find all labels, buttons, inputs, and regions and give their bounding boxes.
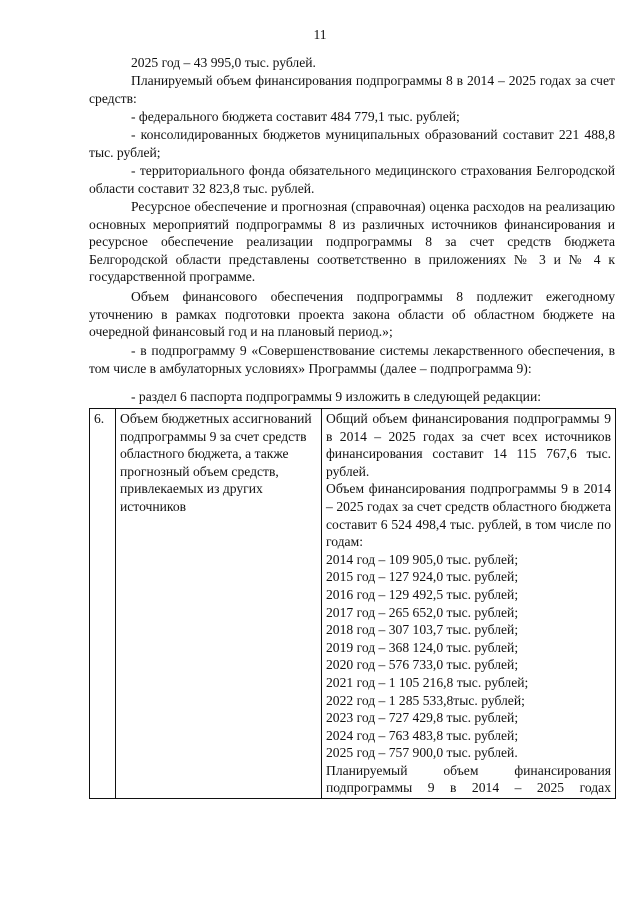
list-item: 2024 год – 763 483,8 тыс. рублей;	[326, 727, 519, 743]
paragraph-resource-provision: Ресурсное обеспечение и прогнозная (справочная) оценка расходов на реализацию основных мероприятий подпрограммы 8 из различных источников финансирования и ресурсное обеспечение реализации подпрограммы 8 за счет средств бюджета Белгородской области представлены соответственно в приложениях № 3 и № 4 к государственной программе.	[89, 199, 615, 285]
total-funding-text: Общий объем финансирования подпрограммы 9 в 2014 – 2025 годах за счет всех источников финансирования составит 14 115 767,6 тыс. рублей.	[326, 411, 611, 479]
row-name: Объем бюджетных ассигнований подпрограммы 9 за счет средств областного бюджета, а также прогнозный объем средств, привлекаемых из других источников	[120, 411, 312, 514]
page-number: 11	[313, 27, 327, 42]
list-item: 2017 год – 265 652,0 тыс. рублей;	[326, 604, 519, 620]
regional-funding-text: Объем финансирования подпрограммы 9 в 2014 – 2025 годах за счет средств областного бюджета составит 6 524 498,4 тыс. рублей, в том числе по годам:	[326, 481, 611, 550]
list-item: 2014 год – 109 905,0 тыс. рублей;	[326, 551, 519, 567]
line-2025-amount: 2025 год – 43 995,0 тыс. рублей.	[131, 55, 316, 70]
list-item: 2020 год – 576 733,0 тыс. рублей;	[326, 657, 519, 673]
passport-table	[89, 408, 616, 799]
row-name-cell	[116, 409, 322, 799]
list-item: 2016 год – 129 492,5 тыс. рублей;	[326, 586, 519, 602]
years-list	[326, 551, 611, 762]
row-number-cell	[90, 409, 116, 799]
list-item: 2015 год – 127 924,0 тыс. рублей;	[326, 569, 519, 585]
list-item: 2022 год – 1 285 533,8тыс. рублей;	[326, 692, 525, 708]
paragraph-sub8-volume: Объем финансового обеспечения подпрограммы 8 подлежит ежегодному уточнению в рамках подготовки проекта закона области об областном бюджете на очередной финансовый год и на плановый период.»;	[89, 289, 615, 340]
planned-funding-text: Планируемый объем финансирования подпрограммы 9 в 2014 – 2025 годах	[326, 762, 611, 796]
paragraph-sub8-planned: Планируемый объем финансирования подпрограммы 8 в 2014 – 2025 годах за счет средств:	[89, 73, 615, 106]
paragraph-sub8-federal: - федерального бюджета составит 484 779,1 тыс. рублей;	[131, 109, 460, 124]
paragraph-sub8-municipal: - консолидированных бюджетов муниципальных образований составит 221 488,8 тыс. рублей;	[89, 127, 615, 160]
row-content-cell	[322, 409, 616, 799]
list-item: 2021 год – 1 105 216,8 тыс. рублей;	[326, 674, 529, 690]
table-row	[90, 409, 616, 799]
paragraph-sub9-intro: - в подпрограмму 9 «Совершенствование системы лекарственного обеспечения, в том числе в амбулаторных условиях» Программы (далее – подпрограмма 9):	[89, 343, 615, 376]
list-item: 2023 год – 727 429,8 тыс. рублей;	[326, 710, 519, 726]
row-number: 6.	[94, 411, 105, 426]
list-item: 2025 год – 757 900,0 тыс. рублей.	[326, 745, 518, 761]
list-item: 2019 год – 368 124,0 тыс. рублей;	[326, 639, 519, 655]
paragraph-section6: - раздел 6 паспорта подпрограммы 9 изложить в следующей редакции:	[131, 389, 542, 404]
paragraph-sub8-fund: - территориального фонда обязательного медицинского страхования Белгородской области составит 32 823,8 тыс. рублей.	[89, 163, 615, 196]
list-item: 2018 год – 307 103,7 тыс. рублей;	[326, 622, 519, 638]
